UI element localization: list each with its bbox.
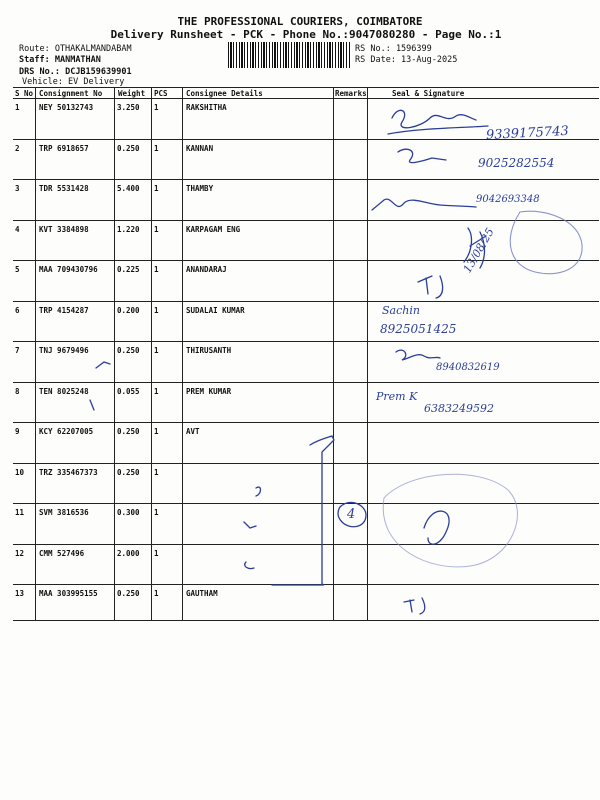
signature-6-name: Sachin	[382, 304, 420, 317]
cell-weight: 0.250	[117, 144, 140, 153]
cell-sno: 8	[15, 387, 20, 396]
signature-3-phone: 9042693348	[476, 194, 540, 205]
col-header-consignee: Consignee Details	[186, 89, 263, 98]
cell-weight: 0.225	[117, 265, 140, 274]
cell-weight: 0.055	[117, 387, 140, 396]
staff-label: Staff:	[19, 55, 50, 65]
cell-sno: 11	[15, 508, 25, 517]
signature-7-scribble	[396, 350, 440, 360]
stamp-date: 13/08/25	[460, 225, 497, 276]
cell-pcs: 1	[154, 225, 159, 234]
cell-sno: 2	[15, 144, 20, 153]
cell-sno: 9	[15, 427, 20, 436]
cell-pcs: 1	[154, 549, 159, 558]
row-7-tick	[96, 362, 110, 368]
signature-5-tj	[418, 276, 443, 298]
stamp-mark	[424, 511, 449, 544]
cell-consignee: GAUTHAM	[186, 589, 218, 598]
scribble-mark	[245, 562, 254, 569]
cell-sno: 4	[15, 225, 20, 234]
bracket-line	[272, 436, 334, 585]
col-header-remarks: Remarks	[335, 89, 367, 98]
cell-weight: 0.250	[117, 346, 140, 355]
cell-consignment: TNJ 9679496	[39, 346, 89, 355]
cell-sno: 3	[15, 184, 20, 193]
cell-pcs: 1	[154, 589, 159, 598]
signature-13-tj	[404, 598, 425, 614]
cell-weight: 0.250	[117, 589, 140, 598]
signature-6-phone: 8925051425	[380, 322, 457, 336]
col-header-seal: Seal & Signature	[392, 89, 465, 98]
cell-consignee: PREM KUMAR	[186, 387, 232, 396]
cell-consignee: ANANDARAJ	[186, 265, 227, 274]
cell-sno: 10	[15, 468, 25, 477]
cell-weight: 5.400	[117, 184, 140, 193]
cell-consignee: KARPAGAM ENG	[186, 225, 241, 234]
cell-pcs: 1	[154, 184, 159, 193]
drs-label: DRS No.:	[19, 67, 60, 77]
signature-7-phone: 8940832619	[436, 362, 500, 373]
cell-consignment: CMM 527496	[39, 549, 85, 558]
cell-consignment: TRP 4154287	[39, 306, 89, 315]
cell-pcs: 1	[154, 144, 159, 153]
cell-pcs: 1	[154, 265, 159, 274]
scribble-mark	[256, 487, 261, 496]
signature-3-scribble	[372, 199, 476, 210]
cell-weight: 1.220	[117, 225, 140, 234]
rs-date: RS Date: 13-Aug-2025	[355, 55, 458, 65]
scribble-mark	[244, 522, 256, 528]
staff-name: MANMATHAN	[54, 55, 101, 65]
col-header-weight: Weight	[118, 89, 146, 98]
cell-pcs: 1	[154, 508, 159, 517]
cell-consignment: TEN 8025248	[39, 387, 89, 396]
cell-consignment: KVT 3384898	[39, 225, 89, 234]
stamp-oval	[383, 474, 517, 567]
cell-weight: 3.250	[117, 103, 140, 112]
drs-value: DCJB159639901	[65, 67, 132, 77]
cell-consignment: MAA 709430796	[39, 265, 98, 274]
col-header-pcs: PCS	[154, 89, 168, 98]
stamp-circle	[510, 211, 582, 273]
signature-1-phone: 9339175743	[485, 123, 570, 144]
signature-2-phone: 9025282554	[478, 156, 555, 170]
cell-consignee: AVT	[186, 427, 200, 436]
cell-sno: 1	[15, 103, 20, 112]
signature-2-scribble	[398, 149, 446, 162]
row-8-tick	[90, 400, 94, 410]
cell-consignee: SUDALAI KUMAR	[186, 306, 245, 315]
cell-consignee: THAMBY	[186, 184, 214, 193]
cell-pcs: 1	[154, 387, 159, 396]
cell-consignment: TRP 6918657	[39, 144, 89, 153]
cell-consignee: THIRUSANTH	[186, 346, 232, 355]
col-header-sno: S No	[15, 89, 34, 98]
rs-no: RS No.: 1596399	[355, 44, 432, 54]
cell-consignment: TRZ 335467373	[39, 468, 98, 477]
header-company: THE PROFESSIONAL COURIERS, COIMBATORE	[177, 15, 423, 28]
cell-sno: 6	[15, 306, 20, 315]
cell-pcs: 1	[154, 468, 159, 477]
cell-sno: 5	[15, 265, 20, 274]
cell-consignment: KCY 62207005	[39, 427, 94, 436]
header-subtitle: Delivery Runsheet - PCK - Phone No.:9047080280 - Page No.:1	[110, 28, 502, 41]
cell-consignment: SVM 3816536	[39, 508, 89, 517]
cell-sno: 13	[15, 589, 25, 598]
signature-8-phone: 6383249592	[424, 402, 494, 415]
cell-consignment: NEY 50132743	[39, 103, 94, 112]
cell-pcs: 1	[154, 427, 159, 436]
cell-consignment: TDR 5531428	[39, 184, 89, 193]
cell-pcs: 1	[154, 306, 159, 315]
cell-consignee: KANNAN	[186, 144, 214, 153]
cell-weight: 0.300	[117, 508, 140, 517]
signature-1-scribble	[392, 110, 476, 127]
cell-weight: 0.250	[117, 427, 140, 436]
signature-8-name: Prem K	[376, 390, 418, 403]
cell-pcs: 1	[154, 346, 159, 355]
cell-weight: 0.200	[117, 306, 140, 315]
cell-consignment: MAA 303995155	[39, 589, 98, 598]
route: Route: OTHAKALMANDABAM	[19, 44, 132, 54]
cell-weight: 0.250	[117, 468, 140, 477]
cell-weight: 2.000	[117, 549, 140, 558]
cell-consignee: RAKSHITHA	[186, 103, 227, 112]
vehicle: Vehicle: EV Delivery	[22, 77, 125, 87]
circled-number: 4	[347, 507, 356, 522]
col-header-consignment: Consignment No	[39, 89, 103, 98]
cell-sno: 12	[15, 549, 25, 558]
cell-sno: 7	[15, 346, 20, 355]
cell-pcs: 1	[154, 103, 159, 112]
